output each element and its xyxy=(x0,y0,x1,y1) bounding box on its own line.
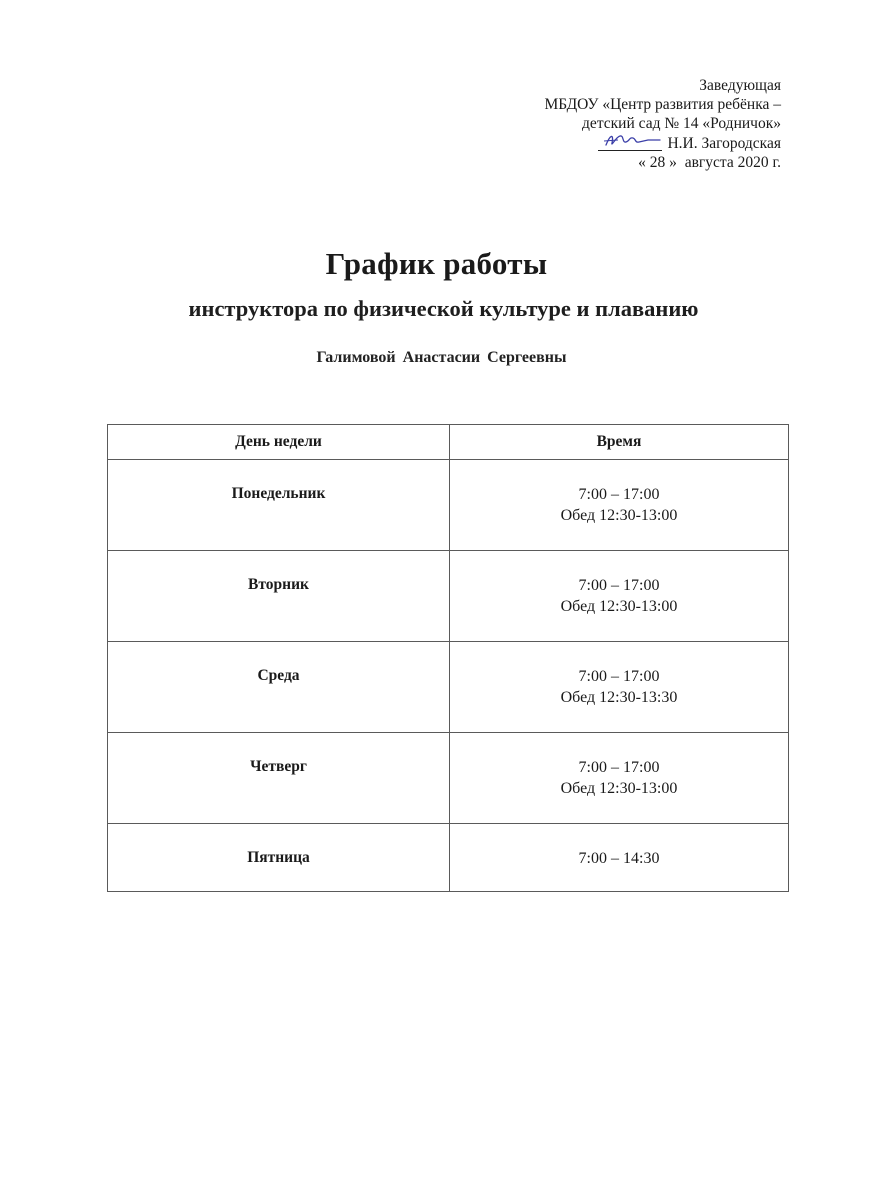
day-cell: Пятница xyxy=(108,824,450,892)
table-row xyxy=(108,460,789,551)
time-cell xyxy=(450,733,789,824)
table-row xyxy=(108,642,789,733)
table-row xyxy=(108,824,789,892)
header-time: Время xyxy=(450,425,789,460)
document-subtitle: инструктора по физической культуре и плаванию xyxy=(188,296,699,321)
approval-date-day: « 28 » xyxy=(638,154,677,171)
lunch-break: Обед 12:30-13:00 xyxy=(560,507,678,524)
approval-date xyxy=(545,153,781,172)
time-cell xyxy=(450,824,789,892)
work-hours: 7:00 – 17:00 xyxy=(578,759,660,776)
approval-block xyxy=(545,76,781,172)
table-row xyxy=(108,733,789,824)
approval-position: Заведующая xyxy=(699,77,781,94)
approval-org-line2: детский сад № 14 «Родничок» xyxy=(582,115,781,132)
work-hours: 7:00 – 17:00 xyxy=(578,486,660,503)
time-cell xyxy=(450,551,789,642)
work-hours: 7:00 – 17:00 xyxy=(578,668,660,685)
day-cell: Вторник xyxy=(108,551,450,642)
lunch-break: Обед 12:30-13:00 xyxy=(560,598,678,615)
lunch-break: Обед 12:30-13:30 xyxy=(560,689,678,706)
lunch-break: Обед 12:30-13:00 xyxy=(560,780,678,797)
work-hours: 7:00 – 17:00 xyxy=(578,577,660,594)
document-title: График работы xyxy=(325,246,548,281)
time-cell xyxy=(450,642,789,733)
header-day: День недели xyxy=(108,425,450,460)
time-cell xyxy=(450,460,789,551)
approval-date-rest: августа 2020 г. xyxy=(684,154,781,171)
approval-org-line1: МБДОУ «Центр развития ребёнка – xyxy=(544,96,781,113)
schedule-table xyxy=(107,424,789,892)
day-cell: Четверг xyxy=(108,733,450,824)
approval-signature-row xyxy=(545,133,781,153)
table-row xyxy=(108,551,789,642)
employee-name: Галимовой Анастасии Сергеевны xyxy=(316,349,567,366)
work-hours: 7:00 – 14:30 xyxy=(578,850,660,867)
table-header-row xyxy=(108,425,789,460)
approval-signer: Н.И. Загородская xyxy=(667,135,781,152)
handwritten-signature xyxy=(598,133,662,151)
day-cell: Среда xyxy=(108,642,450,733)
day-cell: Понедельник xyxy=(108,460,450,551)
